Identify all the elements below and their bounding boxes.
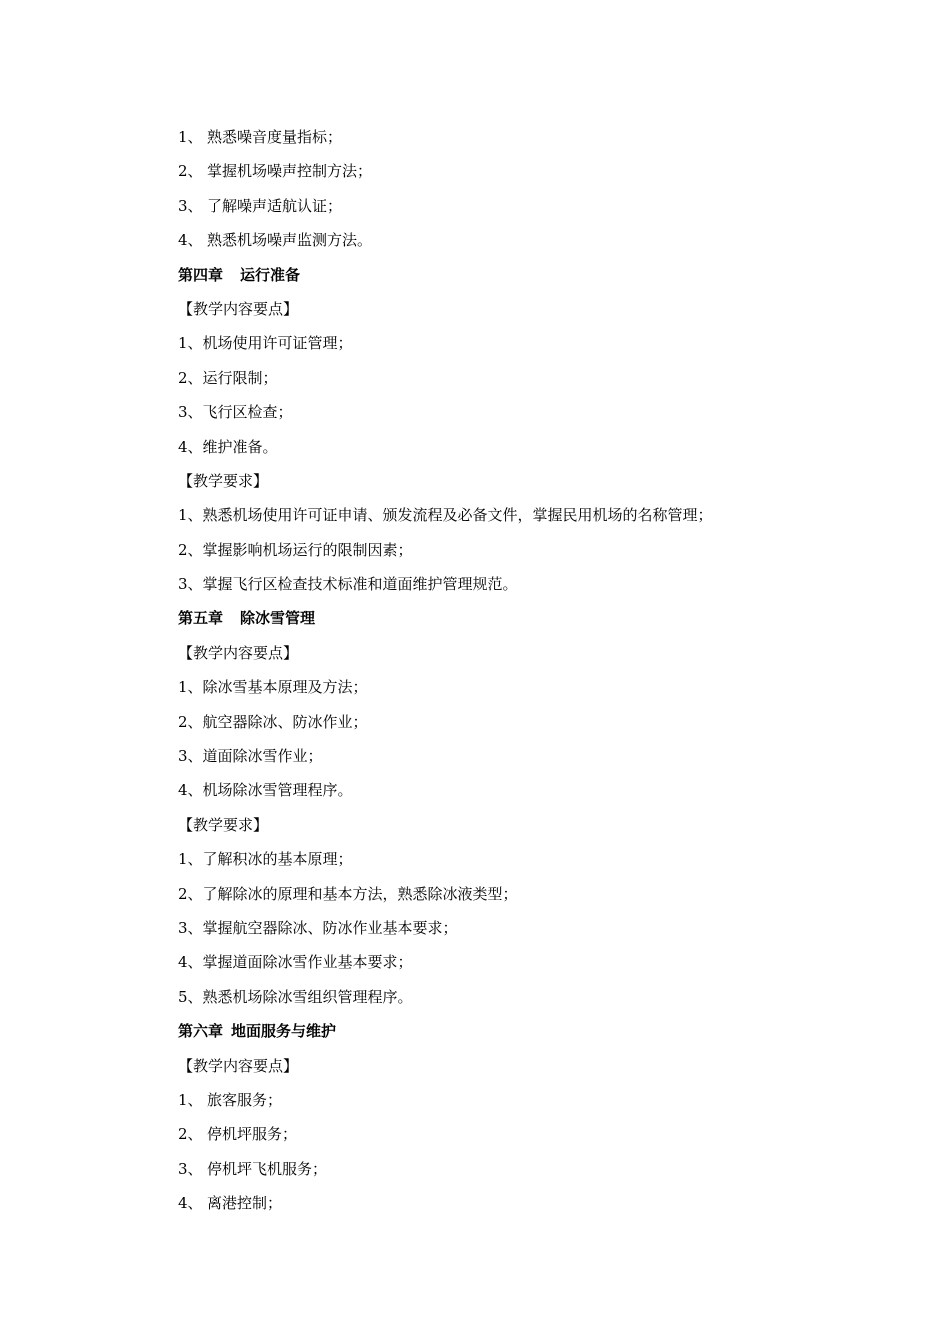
list-item: 2、了解除冰的原理和基本方法，熟悉除冰液类型； bbox=[178, 884, 518, 903]
chapter-heading bbox=[178, 601, 838, 635]
item-number: 2、 bbox=[178, 162, 203, 181]
chapter-heading bbox=[178, 258, 838, 292]
list-item: 3、道面除冰雪作业； bbox=[178, 747, 323, 766]
item-text: 了解噪声适航认证； bbox=[207, 196, 343, 215]
section-heading: 【教学内容要点】 bbox=[178, 1056, 299, 1075]
item-number: 2、 bbox=[178, 1125, 203, 1144]
list-item: 2、运行限制； bbox=[178, 368, 278, 387]
item-text: 旅客服务； bbox=[207, 1090, 283, 1109]
item-text: 离港控制； bbox=[207, 1194, 283, 1213]
list-item: 3、掌握飞行区检查技术标准和道面维护管理规范。 bbox=[178, 575, 518, 594]
chapter-number: 第六章 bbox=[178, 1022, 224, 1041]
chapter-heading bbox=[178, 1014, 838, 1048]
list-item bbox=[178, 1117, 838, 1151]
list-item: 4、维护准备。 bbox=[178, 437, 278, 456]
chapter-number: 第四章 bbox=[178, 265, 224, 284]
list-item: 3、掌握航空器除冰、防冰作业基本要求； bbox=[178, 918, 458, 937]
item-number: 4、 bbox=[178, 231, 203, 250]
list-item bbox=[178, 1186, 838, 1220]
item-text: 熟悉机场噪声监测方法。 bbox=[207, 231, 373, 250]
list-item: 4、掌握道面除冰雪作业基本要求； bbox=[178, 953, 413, 972]
section-heading: 【教学要求】 bbox=[178, 471, 269, 490]
chapter-title: 除冰雪管理 bbox=[240, 609, 316, 628]
list-item: 2、掌握影响机场运行的限制因素； bbox=[178, 540, 413, 559]
section-heading: 【教学要求】 bbox=[178, 815, 269, 834]
list-item bbox=[178, 154, 838, 188]
chapter-title: 运行准备 bbox=[240, 265, 301, 284]
item-text: 掌握机场噪声控制方法； bbox=[207, 162, 373, 181]
document-body bbox=[178, 120, 838, 1221]
chapter-number: 第五章 bbox=[178, 609, 224, 628]
item-number: 3、 bbox=[178, 1159, 203, 1178]
list-item: 3、飞行区检查； bbox=[178, 403, 293, 422]
list-item: 4、机场除冰雪管理程序。 bbox=[178, 781, 353, 800]
chapter-title: 地面服务与维护 bbox=[231, 1022, 337, 1041]
list-item bbox=[178, 1083, 838, 1117]
list-item: 5、熟悉机场除冰雪组织管理程序。 bbox=[178, 987, 413, 1006]
list-item bbox=[178, 1152, 838, 1186]
list-item: 1、熟悉机场使用许可证申请、颁发流程及必备文件，掌握民用机场的名称管理； bbox=[178, 506, 713, 525]
list-item bbox=[178, 120, 838, 154]
item-text: 停机坪服务； bbox=[207, 1125, 298, 1144]
list-item bbox=[178, 189, 838, 223]
item-number: 1、 bbox=[178, 128, 203, 146]
item-text: 熟悉噪音度量指标； bbox=[207, 128, 343, 146]
item-number: 1、 bbox=[178, 1090, 203, 1109]
section-heading: 【教学内容要点】 bbox=[178, 643, 299, 662]
section-heading: 【教学内容要点】 bbox=[178, 299, 299, 318]
item-number: 4、 bbox=[178, 1194, 203, 1213]
item-number: 3、 bbox=[178, 196, 203, 215]
list-item bbox=[178, 223, 838, 257]
list-item: 1、了解积冰的基本原理； bbox=[178, 850, 353, 869]
list-item: 1、机场使用许可证管理； bbox=[178, 334, 353, 353]
list-item: 1、除冰雪基本原理及方法； bbox=[178, 678, 368, 697]
list-item: 2、航空器除冰、防冰作业； bbox=[178, 712, 368, 731]
item-text: 停机坪飞机服务； bbox=[207, 1159, 328, 1178]
